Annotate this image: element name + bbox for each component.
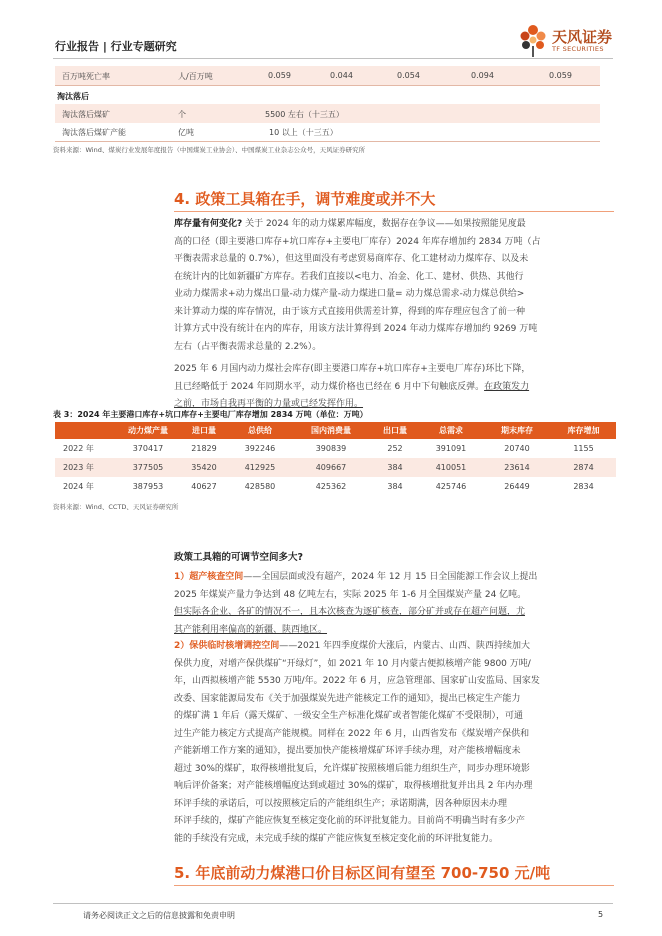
paragraph-line: 年，山西拟核增产能 5530 万吨/年。2022 年 6 月，应急管理部、国家矿山安监局、国家发 [174,676,540,686]
table-group-row [55,86,600,105]
report-category: 行业报告 | 行业专题研究 [55,40,177,53]
table-cell: 412925 [229,458,291,477]
paragraph-line: 且已经略低于 2024 年同期水平，动力煤价格也已经在 6 月中下旬触底反弹。在政策发力 [174,381,530,392]
item-1-lead: 1）超产核查空间 [174,572,244,582]
table-cell: 425746 [435,482,467,491]
overproduction-paragraph [174,569,619,639]
table-cell: 425362 [315,482,347,491]
paragraph-line: 响后评价备案；对产能核增幅度达到或超过 30%的煤矿，取得核增批复并出具 2 年内办理 [174,781,533,791]
row-unit: 人/百万吨 [178,72,213,81]
paragraph-line: 在统计内的比如新疆矿方库存。若我们直接以<电力、冶金、化工、建材、供热、其他行 [174,271,524,282]
table-cell: 2874 [551,458,616,477]
column-header: 总供给 [229,422,291,439]
table-cell: 2834 [573,482,594,491]
table-cell: 384 [387,482,403,491]
footer-disclaimer: 请务必阅读正文之后的信息披露和免责申明 [83,911,235,920]
column-header: 动力煤产量 [117,422,179,439]
table-row [55,439,616,458]
paragraph-line: 之前，市场自我再平衡的力量或已经发挥作用。 [174,399,364,409]
paragraph-line: 过生产能力核定方式提高产能规模。同样在 2022 年 6 月，山西省发布《煤炭增产保供和 [174,728,530,739]
table-cell: 387953 [132,482,164,491]
table-cell: 40627 [191,482,217,491]
logo-text-en: TF SECURITIES [552,45,604,53]
table-cell: 20740 [504,444,530,453]
paragraph-line: 改委、国家能源局发布《关于加强煤炭先进产能核定工作的通知》，提出已核定生产能力 [174,693,521,704]
table-cell: 35420 [179,458,229,477]
table-row [55,104,600,123]
paragraph-line: 环评手续的，煤矿产能应恢复至核定变化前的环评批复能力。目前尚不明确当时有多少产 [174,816,526,826]
table-row [55,477,616,496]
footer-divider [53,903,613,904]
row-label: 淘汰落后煤矿 [62,110,110,119]
table-cell: 384 [371,458,419,477]
row-value: 0.054 [397,71,420,80]
table-3-caption: 表 3：2024 年主要港口库存+坑口库存+主要电厂库存增加 2834 万吨（单位：万吨） [53,410,368,419]
column-header: 国内消费量 [291,422,371,439]
column-header: 期末库存 [483,422,551,439]
paragraph-line: 1）超产核查空间——全国层面或没有超产，2024 年 12 月 15 日全国能源工作会议上提出 [174,572,538,582]
column-header: 库存增加 [551,422,616,439]
logo-text-cn: 天风证券 [552,28,613,46]
flower-logo-icon [518,24,548,58]
year-cell: 2023 年 [55,458,117,477]
section-4-underline [174,211,614,212]
row-value: 0.094 [471,71,494,80]
capacity-approval-paragraph [174,638,619,848]
column-header: 出口量 [371,422,419,439]
paragraph-line: 来计算动力煤的库存情况，由于该方式直接用供需差计算，得到的库存理应包含了前一种 [174,306,526,317]
paragraph-line: 计算方式中没有统计在内的库存，用该方法计算得到 2024 年动力煤库存增加约 9269 万吨 [174,324,538,334]
table-cell: 21829 [191,444,217,453]
row-label: 淘汰落后煤矿产能 [62,128,126,137]
paragraph-line: 超过 30%的煤矿，取得核增批复后，允许煤矿按照核增后能力组织生产，同步办理环境影 [174,763,530,774]
table-cell: 390839 [315,444,347,453]
paragraph-line: 业动力煤需求+动力煤出口量-动力煤产量-动力煤进口量= 动力煤总需求-动力煤总供给> [174,289,525,299]
row-unit: 个 [178,110,186,119]
row-value: 0.044 [330,71,353,80]
paragraph-line: 高的口径（即主要港口库存+坑口库存+主要电厂库存）2024 年库存增加约 2834 万吨（占 [174,236,541,247]
table-divider [55,141,600,142]
item-2-lead: 2）保供临时核增调控空间 [174,641,280,651]
table-cell: 428580 [244,482,276,491]
row-value: 10 以上（十三五） [269,128,338,137]
table-cell: 410051 [419,458,483,477]
paragraph-line: 其产能利用率偏高的新疆、陕西地区。 [174,624,328,635]
table-row [55,458,616,477]
table-cell: 377505 [117,458,179,477]
inventory-paragraph [174,216,619,356]
table-3-source: 资料来源：Wind、CCTD、天风证券研究所 [53,503,179,511]
header-divider [53,58,613,59]
paragraph-line: 环评手续的承诺后，可以按照核定后的产能组织生产；承诺期满，因各种原因未办理 [174,798,508,809]
row-value: 5500 左右（十三五） [265,110,344,119]
section-5-title: 5. 年底前动力煤港口价目标区间有望至 700-750 元/吨 [174,864,551,882]
year-cell: 2024 年 [63,482,94,491]
source-note: 资料来源：Wind、煤炭行业发展年度报告（中国煤炭工业协会）、中国煤炭工业杂志公众号，天风证券研究所 [53,146,366,154]
table-header-row [55,422,616,439]
section-4-title: 4. 政策工具箱在手，调节难度或并不大 [174,190,436,208]
group-label: 淘汰落后 [57,92,89,101]
row-value: 0.059 [268,71,291,80]
inventory-lead: 库存量有何变化? [174,219,243,229]
year-cell: 2022 年 [63,444,94,453]
column-header [55,422,117,439]
paragraph-line: 2）保供临时核增调控空间——2021 年四季度煤价大涨后，内蒙古、山西、陕西持续加大 [174,641,531,651]
paragraph-line: 2025 年 6 月国内动力煤社会库存(即主要港口库存+坑口库存+主要电厂库存)环比下降， [174,364,531,374]
paragraph-line: 但实际各企业、各矿的情况不一，且本次核查为逐矿核查，部分矿并或存在超产问题，尤 [174,607,526,617]
column-header: 总需求 [419,422,483,439]
tools-heading: 政策工具箱的可调节空间多大? [174,552,304,563]
section-5-underline [174,885,614,886]
table-row-death-rate [55,66,600,85]
paragraph-line: 左右（占平衡表需求总量的 2.2%）。 [174,341,322,352]
table-cell: 391091 [435,444,467,453]
paragraph-line: 能的手续没有完成，未完成手续的煤矿产能应恢复至核定变化前的环评批复能力。 [174,833,499,844]
table-cell: 409667 [291,458,371,477]
table-cell: 26449 [504,482,530,491]
paragraph-line: 的煤矿满 1 年后（露天煤矿、一级安全生产标准化煤矿或者智能化煤矿不受限制），可通 [174,711,523,721]
paragraph-line: 库存量有何变化? 关于 2024 年的动力煤累库幅度，数据存在争议——如果按照能见度最 [174,219,526,229]
table-cell: 370417 [132,444,164,453]
row-value: 0.059 [549,71,572,80]
paragraph-line: 产能新增工作方案的通知》，提出要加快产能核增煤矿环评手续办理，对产能核增幅度未 [174,746,521,756]
table-cell: 23614 [483,458,551,477]
table-cell: 252 [387,444,403,453]
inventory-table [55,422,616,496]
column-header: 进口量 [179,422,229,439]
inventory-trend-paragraph [174,361,619,414]
table-cell: 392246 [244,444,276,453]
page-number: 5 [598,910,604,919]
row-label: 百万吨死亡率 [62,72,110,81]
paragraph-line: 2025 年煤炭产量力争达到 48 亿吨左右，实际 2025 年 1-6 月全国煤炭产量 24 亿吨。 [174,589,527,600]
paragraph-line: 保供力度，对增产保供煤矿“开绿灯”，如 2021 年 10 月内蒙古便拟核增产能 9800 万吨/ [174,658,531,669]
tf-securities-logo [518,24,648,60]
paragraph-line: 平衡表需求总量的 0.7%），但这里面没有考虑贸易商库存、化工建材动力煤库存、以及未 [174,254,529,264]
table-cell: 1155 [573,444,594,453]
row-unit: 亿吨 [178,128,194,137]
table-row [55,122,600,141]
